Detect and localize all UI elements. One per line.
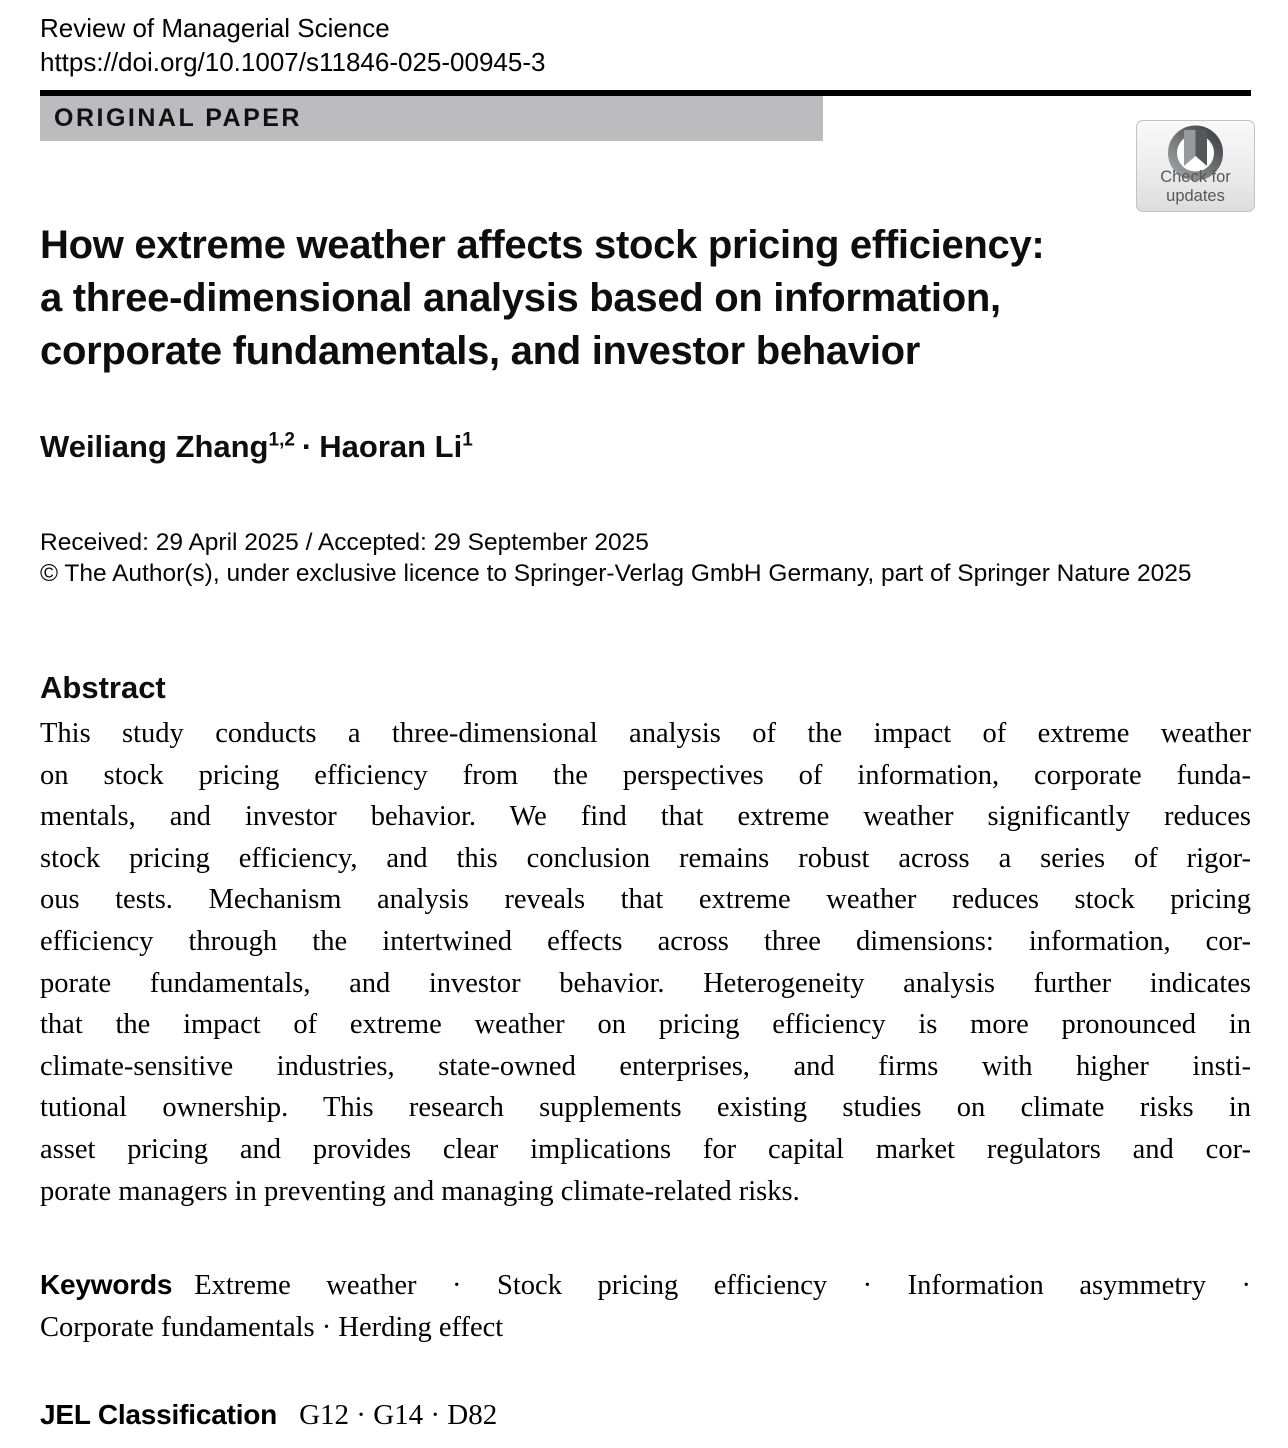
jel-codes: G12 · G14 · D82: [299, 1399, 498, 1431]
article-type-banner: [40, 96, 823, 141]
journal-name: Review of Managerial Science: [40, 13, 390, 43]
crossmark-badge[interactable]: [1136, 120, 1255, 212]
keywords-line-2: [40, 1307, 1251, 1349]
keywords-text-2: Corporate fundamentals · Herding effect: [40, 1312, 504, 1343]
abstract-line: climate-sensitive industries, state-owned enterprises, and firms with higher insti-: [40, 1050, 1251, 1082]
author-1-affiliation-sup: 1,2: [268, 429, 295, 451]
abstract-line: mentals, and investor behavior. We find that extreme weather significantly reduces: [40, 801, 1251, 833]
keywords-line-1: [40, 1264, 1251, 1307]
doi-link[interactable]: https://doi.org/10.1007/s11846-025-00945-3: [40, 47, 546, 77]
author-2-name: Haoran Li: [319, 429, 463, 464]
copyright-line: © The Author(s), under exclusive licence to Springer-Verlag GmbH Germany, part of Springer Nature 2025: [40, 560, 1192, 587]
abstract-line: stock pricing efficiency, and this conclusion remains robust across a series of rigor-: [40, 842, 1251, 874]
abstract-line: This study conducts a three-dimensional analysis of the impact of extreme weather: [40, 718, 1251, 749]
title-line-3: corporate fundamentals, and investor behavior: [40, 329, 921, 373]
title-line-1: How extreme weather affects stock pricing efficiency:: [40, 223, 1045, 267]
page-title: [40, 219, 1260, 378]
abstract-line: porate managers in preventing and managing climate-related risks.: [40, 1175, 800, 1207]
title-line-2: a three-dimensional analysis based on information,: [40, 276, 1001, 320]
abstract-line: ous tests. Mechanism analysis reveals that extreme weather reduces stock pricing: [40, 884, 1251, 916]
abstract-line: efficiency through the intertwined effects across three dimensions: information, cor-: [40, 925, 1251, 957]
abstract-heading: Abstract: [40, 670, 166, 705]
author-separator: ·: [301, 429, 313, 464]
jel-section: [40, 1394, 1251, 1436]
abstract-line: asset pricing and provides clear implications for capital market regulators and cor-: [40, 1133, 1251, 1165]
journal-header: [40, 11, 545, 79]
article-type-label: ORIGINAL PAPER: [54, 104, 302, 132]
jel-label: JEL Classification: [40, 1399, 278, 1430]
keywords-label: Keywords: [40, 1269, 173, 1300]
article-meta: [40, 527, 1192, 589]
header-rule: [40, 90, 1251, 141]
abstract-line: that the impact of extreme weather on pricing efficiency is more pronounced in: [40, 1009, 1251, 1041]
author-1-name: Weiliang Zhang: [40, 429, 269, 464]
author-list: [40, 429, 473, 465]
author-2-affiliation-sup: 1: [462, 429, 473, 451]
keywords-text-1: Extreme weather · Stock pricing efficiency · Information asymmetry ·: [194, 1270, 1251, 1301]
abstract-line: on stock pricing efficiency from the perspectives of information, corporate funda-: [40, 759, 1251, 791]
received-accepted-line: Received: 29 April 2025 / Accepted: 29 September 2025: [40, 529, 649, 556]
abstract-text: [40, 713, 1251, 1212]
crossmark-badge-label: Check for updates: [1160, 168, 1231, 205]
keywords-section: [40, 1264, 1251, 1349]
abstract-line: porate fundamentals, and investor behavior. Heterogeneity analysis further indicates: [40, 967, 1251, 999]
abstract-line: tutional ownership. This research supplements existing studies on climate risks in: [40, 1092, 1251, 1124]
